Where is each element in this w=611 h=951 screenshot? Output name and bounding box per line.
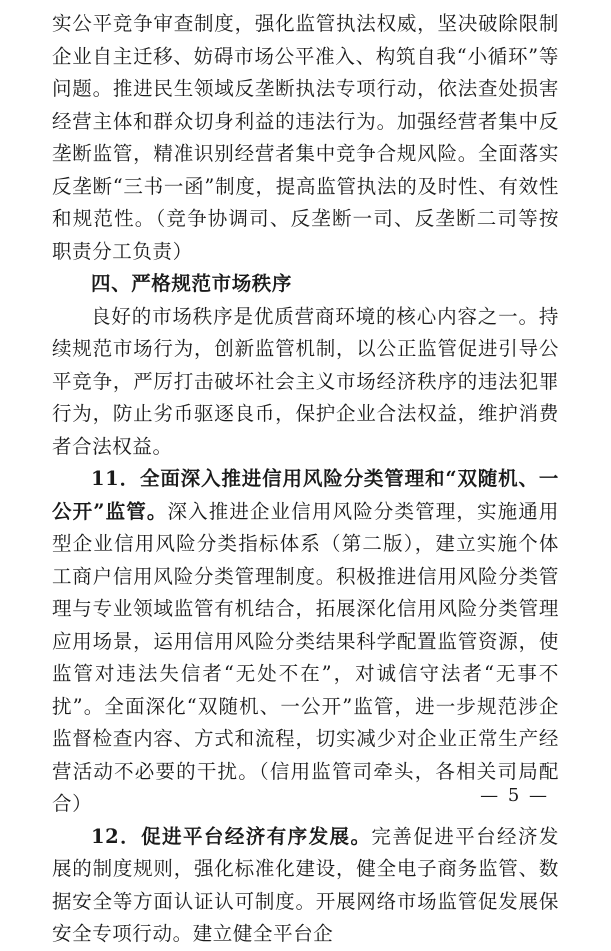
item-12-title: 12．促进平台经济有序发展。	[91, 824, 372, 848]
section-intro-paragraph: 良好的市场秩序是优质营商环境的核心内容之一。持续规范市场行为，创新监管机制，以公正监管促进引导公平竞争，严厉打击破坏社会主义市场经济秩序的违法犯罪行为，防止劣币驱逐良币，保护企业合法权益，维护消费者合法权益。	[52, 304, 559, 458]
item-12-body: 完善促进平台经济发展的制度规则，强化标准化建设，健全电子商务监管、数据安全等方面认证认可制度。开展网络市场监管促发展保安全专项行动。建立健全平台企	[52, 824, 559, 945]
item-11-title: 11．全面深入推进信用风险分类管理和“双随机、一公开”监管。	[52, 467, 559, 523]
paragraph-continuation: 实公平竞争审查制度，强化监管执法权威，坚决破除限制企业自主迁移、妨碍市场公平准入、构筑自我“小循环”等问题。推进民生领域反垄断执法专项行动，依法查处损害经营主体和群众切身利益的违法行为。加强经营者集中反垄断监管，精准识别经营者集中竞争合规风险。全面落实反垄断“三书一函”制度，提高监管执法的及时性、有效性和规范性。（竞争协调司、反垄断一司、反垄断二司等按职责分工负责）	[52, 12, 559, 263]
item-12-paragraph	[52, 821, 559, 951]
item-11-body: 深入推进企业信用风险分类管理，实施通用型企业信用风险分类指标体系（第二版），建立实施个体工商户信用风险分类管理制度。积极推进信用风险分类管理与专业领域监管有机结合，拓展深化信用风险分类管理应用场景，运用信用风险分类结果科学配置监管资源，使监管对违法失信者“无处不在”，对诚信守法者“无事不扰”。全面深化“双随机、一公开”监管，进一步规范涉企监督检查内容、方式和流程，切实减少对企业正常生产经营活动不必要的干扰。（信用监管司牵头，各相关司局配合）	[52, 499, 559, 815]
item-11-paragraph	[52, 463, 559, 821]
page-number: — 5 —	[480, 785, 549, 806]
section-heading: 四、严格规范市场秩序	[91, 272, 293, 295]
